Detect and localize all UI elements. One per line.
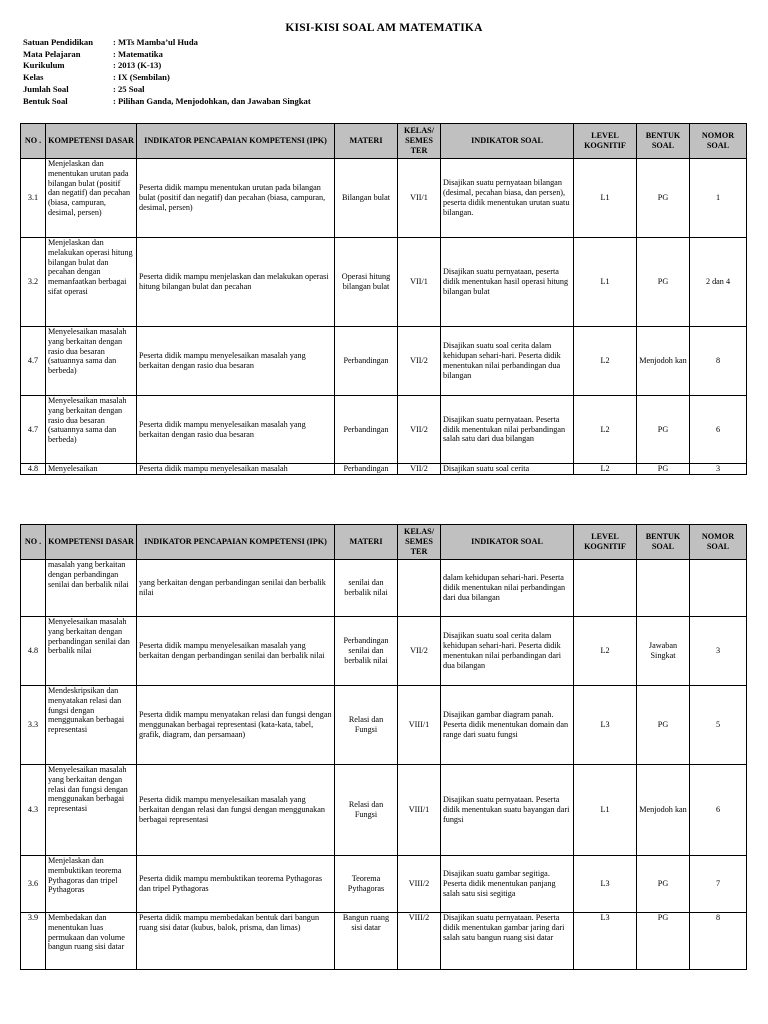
cell-kelas: VIII/1 <box>398 765 441 856</box>
cell-materi: senilai dan berbalik nilai <box>335 560 398 617</box>
cell-nomor: 6 <box>690 765 747 856</box>
cell-kompetensi-dasar: Menyelesaikan masalah yang berkaitan dengan perbandingan senilai dan berbalik nilai <box>46 617 137 686</box>
table-row <box>21 560 747 617</box>
cell-level: L3 <box>574 913 637 970</box>
cell-ipk: Peserta didik mampu menyelesaikan masalah yang berkaitan dengan relasi dan fungsi dengan menggunakan berbagai representasi <box>137 765 335 856</box>
kisi-kisi-table-page-1 <box>20 123 747 475</box>
cell-indikator-soal: Disajikan suatu pernyataan, peserta didik menentukan hasil operasi hitung bilangan bulat <box>441 238 574 327</box>
cell-ipk: Peserta didik mampu menyelesaikan masalah yang berkaitan dengan rasio dua besaran <box>137 327 335 396</box>
cell-kompetensi-dasar: masalah yang berkaitan dengan perbandingan senilai dan berbalik nilai <box>46 560 137 617</box>
cell-bentuk: Menjodoh kan <box>637 765 690 856</box>
cell-kelas: VII/2 <box>398 464 441 475</box>
cell-kelas: VIII/2 <box>398 913 441 970</box>
header-ipk: INDIKATOR PENCAPAIAN KOMPETENSI (IPK) <box>137 525 335 560</box>
cell-nomor: 2 dan 4 <box>690 238 747 327</box>
cell-ipk: Peserta didik mampu membedakan bentuk dari bangun ruang sisi datar (kubus, balok, prisma, dan limas) <box>137 913 335 970</box>
cell-kompetensi-dasar: Membedakan dan menentukan luas permukaan dan volume bangun ruang sisi datar <box>46 913 137 970</box>
cell-nomor: 6 <box>690 396 747 464</box>
header-no: NO . <box>21 124 46 159</box>
meta-label: Bentuk Soal <box>23 95 68 106</box>
meta-value: : MTs Mamba’ul Huda <box>113 37 198 47</box>
header-kompetensi-dasar: KOMPETENSI DASAR <box>46 525 137 560</box>
cell-materi: Perbandingan <box>335 464 398 475</box>
header-level-kognitif: LEVEL KOGNITIF <box>574 124 637 159</box>
meta-row <box>23 84 311 96</box>
cell-kelas: VIII/1 <box>398 686 441 765</box>
cell-bentuk: Menjodoh kan <box>637 327 690 396</box>
table-row <box>21 617 747 686</box>
meta-value: : Pilihan Ganda, Menjodohkan, dan Jawaban Singkat <box>113 95 311 106</box>
cell-ipk: Peserta didik mampu membuktikan teorema Pythagoras dan tripel Pythagoras <box>137 856 335 913</box>
meta-label: Kelas <box>23 72 44 83</box>
cell-no: 3.3 <box>21 686 46 765</box>
cell-bentuk: PG <box>637 238 690 327</box>
meta-row <box>23 72 311 84</box>
cell-kompetensi-dasar: Menjelaskan dan membuktikan teorema Pythagoras dan tripel Pythagoras <box>46 856 137 913</box>
meta-row <box>23 96 311 108</box>
cell-kelas: VII/2 <box>398 617 441 686</box>
cell-indikator-soal: dalam kehidupan sehari-hari. Peserta didik menentukan nilai perbandingan dari dua bilangan <box>441 560 574 617</box>
cell-kelas: VII/2 <box>398 396 441 464</box>
header-nomor-soal: NOMOR SOAL <box>690 525 747 560</box>
cell-no: 3.9 <box>21 913 46 970</box>
cell-no: 3.2 <box>21 238 46 327</box>
cell-no: 3.6 <box>21 856 46 913</box>
cell-nomor: 1 <box>690 159 747 238</box>
meta-value: : IX (Sembilan) <box>113 72 170 83</box>
cell-bentuk: PG <box>637 464 690 475</box>
cell-materi: Perbandingan senilai dan berbalik nilai <box>335 617 398 686</box>
cell-kelas: VII/1 <box>398 159 441 238</box>
cell-bentuk: PG <box>637 396 690 464</box>
cell-materi: Relasi dan Fungsi <box>335 765 398 856</box>
header-level-kognitif: LEVEL KOGNITIF <box>574 525 637 560</box>
table-row <box>21 238 747 327</box>
table-row <box>21 396 747 464</box>
table-row <box>21 686 747 765</box>
cell-level: L1 <box>574 765 637 856</box>
cell-kompetensi-dasar: Menyelesaikan masalah yang berkaitan dengan rasio dua besaran (satuannya sama dan berbeda) <box>46 327 137 396</box>
cell-level: L1 <box>574 159 637 238</box>
cell-bentuk: Jawaban Singkat <box>637 617 690 686</box>
cell-ipk: Peserta didik mampu menyelesaikan masalah yang berkaitan dengan perbandingan senilai dan berbalik nilai <box>137 617 335 686</box>
cell-no: 4.3 <box>21 765 46 856</box>
cell-bentuk <box>637 560 690 617</box>
cell-kompetensi-dasar: Menjelaskan dan menentukan urutan pada bilangan bulat (positif dan negatif) dan pecahan (biasa, campuran, desimal, persen) <box>46 159 137 238</box>
header-indikator-soal: INDIKATOR SOAL <box>441 525 574 560</box>
cell-indikator-soal: Disajikan gambar diagram panah. Peserta didik menentukan domain dan range dari suatu fungsi <box>441 686 574 765</box>
cell-bentuk: PG <box>637 159 690 238</box>
cell-nomor: 7 <box>690 856 747 913</box>
cell-ipk: Peserta didik mampu menyatakan relasi dan fungsi dengan menggunakan berbagai representasi (kata-kata, tabel, grafik, diagram, dan persamaan) <box>137 686 335 765</box>
table-row <box>21 327 747 396</box>
header-materi: MATERI <box>335 124 398 159</box>
meta-label: Kurikulum <box>23 60 65 71</box>
cell-kompetensi-dasar: Mendeskripsikan dan menyatakan relasi dan fungsi dengan menggunakan berbagai representasi <box>46 686 137 765</box>
header-kompetensi-dasar: KOMPETENSI DASAR <box>46 124 137 159</box>
cell-bentuk: PG <box>637 686 690 765</box>
cell-no: 4.7 <box>21 327 46 396</box>
header-kelas-semester: KELAS/ SEMES TER <box>398 525 441 560</box>
cell-no: 4.7 <box>21 396 46 464</box>
cell-indikator-soal: Disajikan suatu pernyataan. Peserta didik menentukan gambar jaring dari salah satu bangun ruang sisi datar <box>441 913 574 970</box>
header-indikator-soal: INDIKATOR SOAL <box>441 124 574 159</box>
cell-level: L2 <box>574 396 637 464</box>
cell-level: L1 <box>574 238 637 327</box>
cell-level <box>574 560 637 617</box>
cell-level: L2 <box>574 327 637 396</box>
cell-nomor: 5 <box>690 686 747 765</box>
cell-kompetensi-dasar: Menjelaskan dan melakukan operasi hitung bilangan bulat dan pecahan dengan memanfaatkan berbagai sifat operasi <box>46 238 137 327</box>
meta-value: : Matematika <box>113 48 163 59</box>
cell-bentuk: PG <box>637 856 690 913</box>
cell-indikator-soal: Disajikan suatu pernyataan. Peserta didik menentukan nilai perbandingan salah satu dari dua bilangan <box>441 396 574 464</box>
cell-materi: Perbandingan <box>335 327 398 396</box>
cell-ipk: Peserta didik mampu menjelaskan dan melakukan operasi hitung bilangan bulat dan pecahan <box>137 238 335 327</box>
cell-kompetensi-dasar: Menyelesaikan <box>46 464 137 475</box>
cell-level: L3 <box>574 686 637 765</box>
kisi-kisi-table-page-2 <box>20 524 747 970</box>
meta-value: : 25 Soal <box>113 83 145 94</box>
cell-kelas <box>398 560 441 617</box>
cell-kelas: VII/2 <box>398 327 441 396</box>
cell-nomor: 3 <box>690 617 747 686</box>
cell-kelas: VIII/2 <box>398 856 441 913</box>
cell-level: L2 <box>574 617 637 686</box>
table-row <box>21 856 747 913</box>
cell-ipk: Peserta didik mampu menentukan urutan pada bilangan bulat (positif dan negatif) dan pecahan (biasa, campuran, desimal, persen) <box>137 159 335 238</box>
cell-no: 3.1 <box>21 159 46 238</box>
cell-ipk: yang berkaitan dengan perbandingan senilai dan berbalik nilai <box>137 560 335 617</box>
cell-level: L2 <box>574 464 637 475</box>
cell-materi: Teorema Pythagoras <box>335 856 398 913</box>
header-nomor-soal: NOMOR SOAL <box>690 124 747 159</box>
cell-kompetensi-dasar: Menyelesaikan masalah yang berkaitan dengan rasio dua besaran (satuannya sama dan berbeda) <box>46 396 137 464</box>
header-bentuk-soal: BENTUK SOAL <box>637 525 690 560</box>
meta-row <box>23 49 311 61</box>
header-ipk: INDIKATOR PENCAPAIAN KOMPETENSI (IPK) <box>137 124 335 159</box>
identity-block <box>23 37 311 107</box>
cell-materi: Bilangan bulat <box>335 159 398 238</box>
cell-no <box>21 560 46 617</box>
cell-materi: Bangun ruang sisi datar <box>335 913 398 970</box>
cell-materi: Operasi hitung bilangan bulat <box>335 238 398 327</box>
cell-nomor <box>690 560 747 617</box>
meta-row <box>23 60 311 72</box>
cell-indikator-soal: Disajikan suatu pernyataan bilangan (desimal, pecahan biasa, dan persen), peserta didik menentukan urutan suatu bilangan. <box>441 159 574 238</box>
meta-label: Jumlah Soal <box>23 83 69 94</box>
meta-label: Mata Pelajaran <box>23 48 81 59</box>
meta-row <box>23 37 311 49</box>
cell-materi: Perbandingan <box>335 396 398 464</box>
table-row <box>21 464 747 475</box>
cell-indikator-soal: Disajikan suatu gambar segitiga. Peserta didik menentukan panjang salah satu sisi segitiga <box>441 856 574 913</box>
cell-materi: Relasi dan Fungsi <box>335 686 398 765</box>
table-header-row <box>21 124 747 159</box>
cell-kompetensi-dasar: Menyelesaikan masalah yang berkaitan dengan relasi dan fungsi dengan menggunakan berbagai representasi <box>46 765 137 856</box>
cell-bentuk: PG <box>637 913 690 970</box>
cell-no: 4.8 <box>21 464 46 475</box>
cell-indikator-soal: Disajikan suatu soal cerita <box>441 464 574 475</box>
header-materi: MATERI <box>335 525 398 560</box>
cell-indikator-soal: Disajikan suatu pernyataan. Peserta didik menentukan suatu bayangan dari fungsi <box>441 765 574 856</box>
cell-level: L3 <box>574 856 637 913</box>
table-row <box>21 159 747 238</box>
cell-indikator-soal: Disajikan suatu soal cerita dalam kehidupan sehari-hari. Peserta didik menentukan nilai perbandingan dari dua bilangan <box>441 617 574 686</box>
cell-indikator-soal: Disajikan suatu soal cerita dalam kehidupan sehari-hari. Peserta didik menentukan nilai perbandingan dua bilangan <box>441 327 574 396</box>
cell-nomor: 8 <box>690 327 747 396</box>
cell-kelas: VII/1 <box>398 238 441 327</box>
cell-ipk: Peserta didik mampu menyelesaikan masalah <box>137 464 335 475</box>
table-row <box>21 913 747 970</box>
document-title: KISI-KISI SOAL AM MATEMATIKA <box>285 22 483 34</box>
cell-no: 4.8 <box>21 617 46 686</box>
meta-label: Satuan Pendidikan <box>23 37 93 47</box>
header-kelas-semester: KELAS/ SEMES TER <box>398 124 441 159</box>
cell-nomor: 3 <box>690 464 747 475</box>
meta-value: : 2013 (K-13) <box>113 60 162 71</box>
header-bentuk-soal: BENTUK SOAL <box>637 124 690 159</box>
cell-ipk: Peserta didik mampu menyelesaikan masalah yang berkaitan dengan rasio dua besaran <box>137 396 335 464</box>
cell-nomor: 8 <box>690 913 747 970</box>
table-row <box>21 765 747 856</box>
header-no: NO . <box>21 525 46 560</box>
table-header-row <box>21 525 747 560</box>
